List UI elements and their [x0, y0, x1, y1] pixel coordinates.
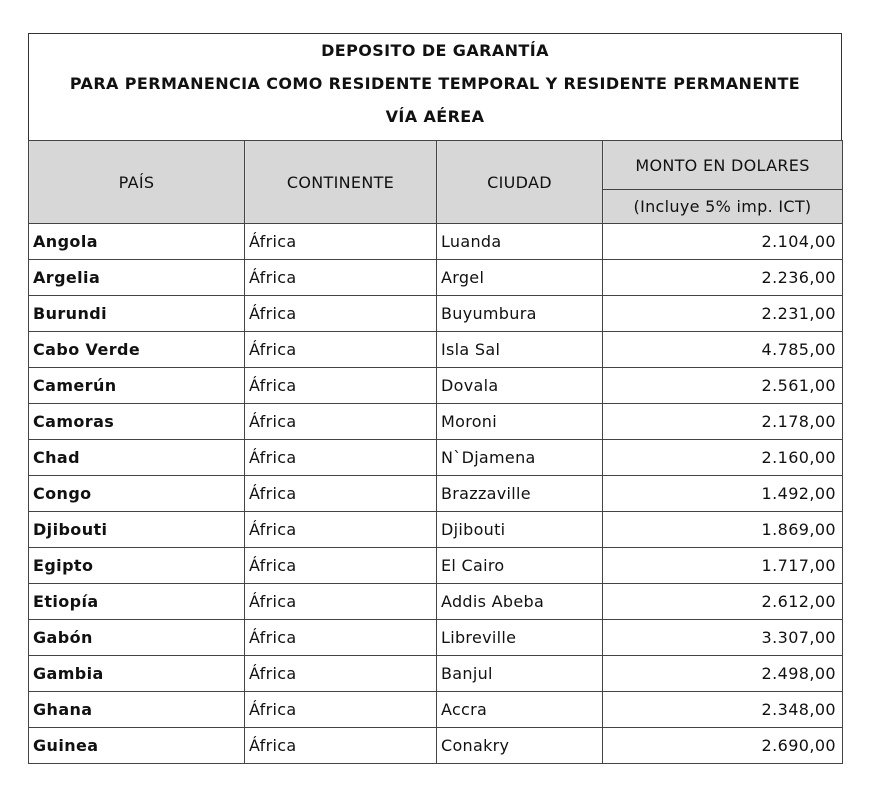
title-block: [28, 33, 842, 140]
table-row: [29, 692, 843, 728]
continente-cell: África: [245, 548, 437, 584]
header-continente: CONTINENTE: [245, 141, 437, 224]
table-row: [29, 332, 843, 368]
monto-cell: 2.104,00: [603, 224, 843, 260]
pais-cell: Congo: [29, 476, 245, 512]
pais-cell: Burundi: [29, 296, 245, 332]
ciudad-cell: Conakry: [437, 728, 603, 764]
table-body: [29, 224, 843, 764]
ciudad-cell: Buyumbura: [437, 296, 603, 332]
table-row: [29, 512, 843, 548]
monto-cell: 3.307,00: [603, 620, 843, 656]
monto-cell: 2.178,00: [603, 404, 843, 440]
pais-cell: Gabón: [29, 620, 245, 656]
pais-cell: Chad: [29, 440, 245, 476]
monto-cell: 1.717,00: [603, 548, 843, 584]
monto-cell: 2.612,00: [603, 584, 843, 620]
continente-cell: África: [245, 332, 437, 368]
monto-cell: 2.236,00: [603, 260, 843, 296]
pais-cell: Egipto: [29, 548, 245, 584]
title-line-3: VÍA AÉREA: [385, 107, 485, 126]
header-ciudad: CIUDAD: [437, 141, 603, 224]
table-row: [29, 476, 843, 512]
pais-cell: Gambia: [29, 656, 245, 692]
ciudad-cell: Moroni: [437, 404, 603, 440]
header-pais: PAÍS: [29, 141, 245, 224]
continente-cell: África: [245, 368, 437, 404]
document: [28, 33, 842, 764]
ciudad-cell: Accra: [437, 692, 603, 728]
table-row: [29, 260, 843, 296]
continente-cell: África: [245, 224, 437, 260]
table-row: [29, 656, 843, 692]
table-row: [29, 368, 843, 404]
pais-cell: Argelia: [29, 260, 245, 296]
table-row: [29, 296, 843, 332]
continente-cell: África: [245, 440, 437, 476]
table-row: [29, 404, 843, 440]
ciudad-cell: Isla Sal: [437, 332, 603, 368]
monto-cell: 1.869,00: [603, 512, 843, 548]
title-line-2: PARA PERMANENCIA COMO RESIDENTE TEMPORAL Y RESIDENTE PERMANENTE: [69, 74, 801, 93]
monto-cell: 2.160,00: [603, 440, 843, 476]
table-row: [29, 440, 843, 476]
ciudad-cell: Addis Abeba: [437, 584, 603, 620]
continente-cell: África: [245, 728, 437, 764]
ciudad-cell: Luanda: [437, 224, 603, 260]
monto-cell: 2.231,00: [603, 296, 843, 332]
table-row: [29, 548, 843, 584]
ciudad-cell: Brazzaville: [437, 476, 603, 512]
pais-cell: Angola: [29, 224, 245, 260]
pais-cell: Etiopía: [29, 584, 245, 620]
ciudad-cell: Libreville: [437, 620, 603, 656]
continente-cell: África: [245, 260, 437, 296]
continente-cell: África: [245, 512, 437, 548]
ciudad-cell: N`Djamena: [437, 440, 603, 476]
table-row: [29, 224, 843, 260]
ciudad-cell: Dovala: [437, 368, 603, 404]
pais-cell: Ghana: [29, 692, 245, 728]
ciudad-cell: Djibouti: [437, 512, 603, 548]
ciudad-cell: Argel: [437, 260, 603, 296]
continente-cell: África: [245, 656, 437, 692]
monto-cell: 2.561,00: [603, 368, 843, 404]
monto-cell: 2.348,00: [603, 692, 843, 728]
continente-cell: África: [245, 404, 437, 440]
pais-cell: Camoras: [29, 404, 245, 440]
monto-cell: 2.498,00: [603, 656, 843, 692]
pais-cell: Guinea: [29, 728, 245, 764]
pais-cell: Cabo Verde: [29, 332, 245, 368]
table-row: [29, 728, 843, 764]
continente-cell: África: [245, 584, 437, 620]
continente-cell: África: [245, 692, 437, 728]
pais-cell: Djibouti: [29, 512, 245, 548]
ciudad-cell: El Cairo: [437, 548, 603, 584]
continente-cell: África: [245, 620, 437, 656]
deposit-table: [28, 140, 843, 764]
title-line-1: DEPOSITO DE GARANTÍA: [321, 41, 549, 60]
monto-cell: 2.690,00: [603, 728, 843, 764]
table-row: [29, 584, 843, 620]
table-row: [29, 620, 843, 656]
pais-cell: Camerún: [29, 368, 245, 404]
ciudad-cell: Banjul: [437, 656, 603, 692]
monto-cell: 1.492,00: [603, 476, 843, 512]
continente-cell: África: [245, 476, 437, 512]
monto-cell: 4.785,00: [603, 332, 843, 368]
continente-cell: África: [245, 296, 437, 332]
header-monto: MONTO EN DOLARES: [603, 141, 843, 190]
header-monto-note: (Incluye 5% imp. ICT): [603, 190, 843, 224]
